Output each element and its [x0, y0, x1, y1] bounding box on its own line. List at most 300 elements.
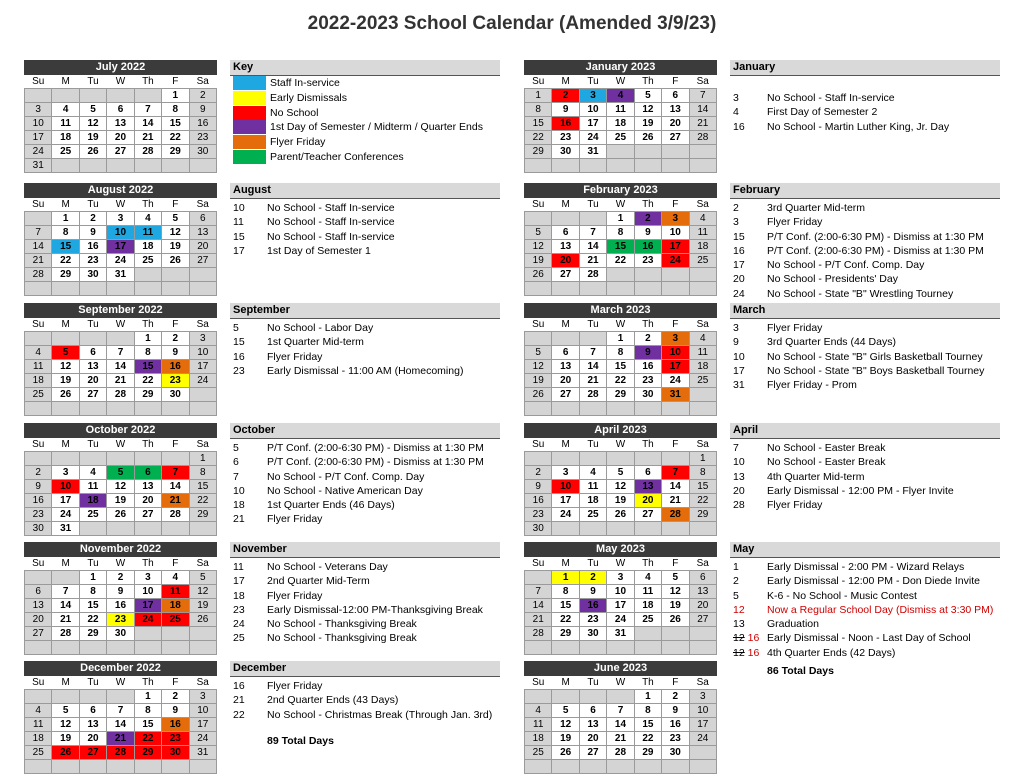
weekday-label: Su: [25, 557, 52, 571]
weekday-label: Sa: [689, 198, 716, 212]
day-cell: 6: [689, 571, 716, 585]
empty-cell: [525, 159, 552, 173]
week-row: [25, 690, 217, 704]
weekday-label: W: [607, 198, 634, 212]
empty-cell: [579, 402, 606, 416]
day-cell: 3: [134, 571, 161, 585]
empty-cell: [25, 332, 52, 346]
empty-cell: [525, 452, 552, 466]
empty-cell: [79, 402, 106, 416]
event-row: [230, 470, 500, 484]
panel-header: April: [730, 423, 1000, 439]
event-text: Graduation: [767, 618, 819, 631]
empty-cell: [162, 282, 189, 296]
empty-cell: [662, 282, 689, 296]
empty-cell: [634, 145, 661, 159]
day-cell: 26: [52, 746, 79, 760]
week-row: [25, 746, 217, 760]
calendar-october-2022: [24, 423, 217, 536]
empty-cell: [579, 690, 606, 704]
month-header: May 2023: [524, 542, 717, 557]
key-title: Key: [230, 60, 500, 76]
day-cell: 26: [607, 508, 634, 522]
day-cell: 15: [607, 360, 634, 374]
day-cell: 28: [134, 145, 161, 159]
day-cell: 21: [689, 117, 716, 131]
day-cell: 25: [162, 613, 189, 627]
weekday-label: Tu: [79, 676, 106, 690]
empty-cell: [634, 452, 661, 466]
event-date: 15: [733, 230, 745, 243]
weekday-label: W: [607, 75, 634, 89]
week-row: [25, 402, 217, 416]
day-cell: 25: [579, 508, 606, 522]
month-grid: [24, 676, 217, 774]
day-cell: 7: [579, 346, 606, 360]
day-cell: 13: [552, 360, 579, 374]
month-header: March 2023: [524, 303, 717, 318]
key-label: Staff In-service: [270, 77, 340, 89]
weekday-label: Tu: [579, 557, 606, 571]
event-row: [230, 631, 500, 645]
day-cell: 27: [25, 627, 52, 641]
event-text: Now a Regular School Day (Dismiss at 3:30 PM): [767, 603, 994, 616]
week-row: [525, 522, 717, 536]
empty-cell: [607, 522, 634, 536]
empty-cell: [579, 282, 606, 296]
empty-cell: [25, 571, 52, 585]
weekday-row: [25, 676, 217, 690]
day-cell: 29: [134, 746, 161, 760]
event-date-old: 12: [733, 646, 745, 659]
month-header: June 2023: [524, 661, 717, 676]
day-cell: 6: [107, 103, 134, 117]
weekday-label: Th: [634, 438, 661, 452]
weekday-label: Su: [525, 75, 552, 89]
day-cell: 24: [134, 613, 161, 627]
empty-cell: [607, 268, 634, 282]
day-cell: 19: [662, 599, 689, 613]
key-label: No School: [270, 106, 319, 119]
week-row: [25, 641, 217, 655]
event-row: [730, 335, 1000, 349]
event-text: Flyer Friday: [767, 322, 823, 334]
empty-cell: [607, 282, 634, 296]
event-date: 17: [233, 575, 245, 588]
day-cell: 1: [689, 452, 716, 466]
day-cell: 14: [525, 599, 552, 613]
weekday-label: Su: [25, 438, 52, 452]
week-row: [525, 159, 717, 173]
day-cell: 10: [552, 480, 579, 494]
day-cell: 15: [79, 599, 106, 613]
day-cell: 19: [634, 117, 661, 131]
weekday-label: W: [107, 557, 134, 571]
page-title: 2022-2023 School Calendar (Amended 3/9/23): [307, 13, 717, 34]
event-text: Flyer Friday: [267, 680, 323, 692]
event-date: [733, 646, 759, 660]
day-cell: 12: [52, 360, 79, 374]
day-cell: 11: [134, 226, 161, 240]
day-cell: 15: [162, 117, 189, 131]
day-cell: 26: [162, 254, 189, 268]
day-cell: 24: [607, 613, 634, 627]
day-cell: 18: [52, 131, 79, 145]
day-cell: 22: [607, 374, 634, 388]
empty-cell: [607, 452, 634, 466]
event-date: 11: [233, 561, 244, 573]
week-row: [25, 240, 217, 254]
day-cell: 5: [525, 226, 552, 240]
week-row: [525, 89, 717, 103]
empty-cell: [525, 332, 552, 346]
day-cell: 19: [525, 254, 552, 268]
event-row: [730, 589, 1000, 603]
day-cell: 7: [25, 226, 52, 240]
day-cell: 10: [52, 480, 79, 494]
weekday-label: Sa: [189, 438, 216, 452]
day-cell: 4: [634, 571, 661, 585]
event-text: 2nd Quarter Ends (43 Days): [267, 694, 399, 707]
day-cell: 15: [189, 480, 216, 494]
day-cell: 24: [689, 732, 716, 746]
day-cell: 29: [525, 145, 552, 159]
event-text: No School - Martin Luther King, Jr. Day: [767, 120, 950, 133]
week-row: [525, 374, 717, 388]
events-may: [730, 542, 1000, 678]
day-cell: 29: [79, 627, 106, 641]
day-cell: 14: [162, 480, 189, 494]
day-cell: 22: [189, 494, 216, 508]
weekday-row: [25, 198, 217, 212]
empty-cell: [552, 522, 579, 536]
calendar-july-2022: [24, 60, 217, 173]
empty-cell: [689, 282, 716, 296]
empty-cell: [689, 522, 716, 536]
day-cell: 26: [79, 145, 106, 159]
day-cell: 25: [689, 374, 716, 388]
week-row: [525, 254, 717, 268]
empty-cell: [552, 212, 579, 226]
week-row: [25, 718, 217, 732]
day-cell: 5: [552, 704, 579, 718]
week-row: [525, 690, 717, 704]
event-row: [730, 244, 1000, 258]
empty-cell: [689, 388, 716, 402]
event-text: 3rd Quarter Mid-term: [767, 202, 866, 214]
event-row: [230, 574, 500, 588]
week-row: [525, 282, 717, 296]
day-cell: 17: [689, 718, 716, 732]
day-cell: 4: [52, 103, 79, 117]
calendar-may-2023: [524, 542, 717, 655]
event-row: [230, 589, 500, 603]
day-cell: 1: [552, 571, 579, 585]
empty-cell: [634, 522, 661, 536]
event-text: No School - Presidents' Day: [767, 273, 898, 286]
weekday-label: M: [552, 676, 579, 690]
day-cell: 26: [52, 388, 79, 402]
day-cell: 21: [579, 254, 606, 268]
day-cell: 7: [162, 466, 189, 480]
day-cell: 17: [25, 131, 52, 145]
day-cell: 5: [525, 346, 552, 360]
panel-header: October: [230, 423, 500, 439]
events-january: [730, 60, 1000, 134]
day-cell: 13: [662, 103, 689, 117]
day-cell: 11: [525, 718, 552, 732]
day-cell: 7: [134, 103, 161, 117]
event-date: 24: [233, 618, 245, 631]
day-cell: 2: [552, 89, 579, 103]
key-item: [233, 76, 500, 91]
key-label: Flyer Friday: [270, 136, 326, 149]
day-cell: 5: [634, 89, 661, 103]
empty-cell: [134, 268, 161, 282]
day-cell: 15: [634, 718, 661, 732]
day-cell: 24: [107, 254, 134, 268]
empty-cell: [107, 159, 134, 173]
empty-cell: [579, 332, 606, 346]
week-row: [525, 718, 717, 732]
event-date: 12: [733, 603, 745, 616]
empty-cell: [189, 760, 216, 774]
empty-cell: [662, 268, 689, 282]
event-text: Early Dismissal-12:00 PM-Thanksgiving Break: [267, 603, 483, 616]
day-cell: 14: [107, 718, 134, 732]
empty-cell: [607, 641, 634, 655]
month-header: February 2023: [524, 183, 717, 198]
empty-cell: [689, 627, 716, 641]
day-cell: 17: [107, 240, 134, 254]
event-text: P/T Conf. (2:00-6:30 PM) - Dismiss at 1:30 PM: [267, 456, 484, 469]
week-row: [525, 480, 717, 494]
day-cell: 19: [189, 599, 216, 613]
day-cell: 4: [134, 212, 161, 226]
events-december: [230, 661, 500, 748]
day-cell: 30: [162, 746, 189, 760]
day-cell: 7: [689, 89, 716, 103]
day-cell: 8: [525, 103, 552, 117]
weekday-label: Th: [634, 198, 661, 212]
day-cell: 24: [662, 374, 689, 388]
weekday-label: F: [162, 75, 189, 89]
day-cell: 31: [607, 627, 634, 641]
day-cell: 24: [552, 508, 579, 522]
day-cell: 28: [162, 508, 189, 522]
event-text: Early Dismissal - 12:00 PM - Don Diede Invite: [767, 575, 980, 588]
empty-cell: [552, 641, 579, 655]
weekday-label: Tu: [79, 318, 106, 332]
event-date: 13: [733, 618, 745, 631]
weekday-label: W: [107, 318, 134, 332]
weekday-label: W: [607, 318, 634, 332]
event-text: Early Dismissal - 2:00 PM - Wizard Relays: [767, 561, 965, 573]
weekday-label: Su: [25, 676, 52, 690]
day-cell: 16: [552, 117, 579, 131]
day-cell: 17: [189, 360, 216, 374]
event-date: 5: [233, 442, 239, 454]
empty-cell: [607, 159, 634, 173]
event-row: [230, 603, 500, 617]
calendar-march-2023: [524, 303, 717, 416]
day-cell: 12: [525, 240, 552, 254]
panel-header: May: [730, 542, 1000, 558]
event-date: 17: [733, 364, 745, 377]
event-text: P/T Conf. (2:00-6:30 PM) - Dismiss at 1:30 PM: [267, 442, 484, 454]
day-cell: 11: [689, 226, 716, 240]
event-date: 31: [733, 379, 745, 392]
event-row: [230, 708, 500, 722]
day-cell: 3: [25, 103, 52, 117]
day-cell: 24: [189, 732, 216, 746]
day-cell: 1: [134, 332, 161, 346]
day-cell: 9: [662, 704, 689, 718]
event-row: [230, 512, 500, 526]
event-row: [230, 201, 500, 215]
event-text: 1st Day of Semester 1: [267, 244, 371, 257]
day-cell: 20: [25, 613, 52, 627]
day-cell: 6: [552, 346, 579, 360]
empty-cell: [79, 641, 106, 655]
week-row: [25, 131, 217, 145]
empty-cell: [25, 89, 52, 103]
weekday-label: F: [662, 198, 689, 212]
weekday-label: Tu: [579, 198, 606, 212]
day-cell: 3: [689, 690, 716, 704]
empty-cell: [607, 690, 634, 704]
day-cell: 31: [25, 159, 52, 173]
day-cell: 17: [189, 718, 216, 732]
event-row: [230, 321, 500, 335]
day-cell: 16: [525, 494, 552, 508]
month-header: October 2022: [24, 423, 217, 438]
week-row: [525, 641, 717, 655]
day-cell: 28: [107, 388, 134, 402]
day-cell: 16: [634, 360, 661, 374]
day-cell: 14: [25, 240, 52, 254]
day-cell: 21: [52, 613, 79, 627]
day-cell: 1: [52, 212, 79, 226]
day-cell: 22: [79, 613, 106, 627]
empty-cell: [52, 452, 79, 466]
event-text: Early Dismissal - Noon - Last Day of School: [767, 632, 971, 645]
day-cell: 10: [189, 704, 216, 718]
day-cell: 2: [189, 89, 216, 103]
day-cell: 29: [689, 508, 716, 522]
event-date: [733, 631, 759, 645]
day-cell: 3: [662, 332, 689, 346]
month-header: April 2023: [524, 423, 717, 438]
day-cell: 13: [552, 240, 579, 254]
day-cell: 13: [579, 718, 606, 732]
day-cell: 23: [525, 508, 552, 522]
empty-cell: [579, 452, 606, 466]
event-row: [730, 470, 1000, 484]
day-cell: 20: [552, 254, 579, 268]
day-cell: 7: [107, 346, 134, 360]
key-label: 1st Day of Semester / Midterm / Quarter Ends: [270, 121, 483, 134]
month-header: July 2022: [24, 60, 217, 75]
event-row: [730, 603, 1000, 617]
day-cell: 8: [162, 103, 189, 117]
event-date: 16: [233, 680, 245, 692]
weekday-label: F: [162, 676, 189, 690]
day-cell: 9: [162, 704, 189, 718]
event-text: 1st Quarter Mid-term: [267, 336, 364, 349]
day-cell: 29: [134, 388, 161, 402]
week-row: [525, 332, 717, 346]
weekday-label: W: [607, 676, 634, 690]
week-row: [25, 627, 217, 641]
empty-cell: [552, 690, 579, 704]
day-cell: 8: [189, 466, 216, 480]
empty-cell: [162, 159, 189, 173]
weekday-label: Su: [25, 75, 52, 89]
day-cell: 24: [25, 145, 52, 159]
empty-cell: [189, 641, 216, 655]
weekday-label: Th: [134, 318, 161, 332]
month-header: November 2022: [24, 542, 217, 557]
week-row: [525, 704, 717, 718]
empty-cell: [634, 402, 661, 416]
event-row: [230, 350, 500, 364]
day-cell: 2: [162, 332, 189, 346]
day-cell: 27: [79, 388, 106, 402]
key-item: [233, 150, 500, 165]
empty-cell: [107, 402, 134, 416]
weekday-label: Su: [25, 198, 52, 212]
day-cell: 8: [552, 585, 579, 599]
event-row: [730, 631, 1000, 645]
events-november: [230, 542, 500, 646]
day-cell: 24: [579, 131, 606, 145]
event-date: 18: [233, 589, 245, 602]
day-cell: 21: [134, 131, 161, 145]
empty-cell: [634, 641, 661, 655]
empty-cell: [52, 641, 79, 655]
day-cell: 26: [552, 746, 579, 760]
day-cell: 30: [634, 388, 661, 402]
event-text: Flyer Friday: [267, 513, 323, 526]
day-cell: 7: [52, 585, 79, 599]
calendar-november-2022: [24, 542, 217, 655]
day-cell: 18: [689, 240, 716, 254]
day-cell: 17: [579, 117, 606, 131]
day-cell: 9: [579, 585, 606, 599]
day-cell: 10: [189, 346, 216, 360]
event-date: 7: [233, 470, 239, 483]
day-cell: 17: [662, 360, 689, 374]
week-row: [25, 226, 217, 240]
day-cell: 27: [79, 746, 106, 760]
event-date: 5: [733, 589, 739, 602]
weekday-label: Sa: [689, 75, 716, 89]
empty-cell: [525, 402, 552, 416]
weekday-row: [525, 198, 717, 212]
color-swatch: [233, 150, 266, 164]
day-cell: 11: [25, 360, 52, 374]
event-text: No School - Thanksgiving Break: [267, 618, 417, 631]
day-cell: 30: [107, 627, 134, 641]
day-cell: 5: [162, 212, 189, 226]
day-cell: 19: [525, 374, 552, 388]
event-row: [730, 287, 1000, 301]
event-row: [730, 120, 1000, 134]
week-row: [525, 571, 717, 585]
week-row: [25, 522, 217, 536]
day-cell: 21: [107, 374, 134, 388]
